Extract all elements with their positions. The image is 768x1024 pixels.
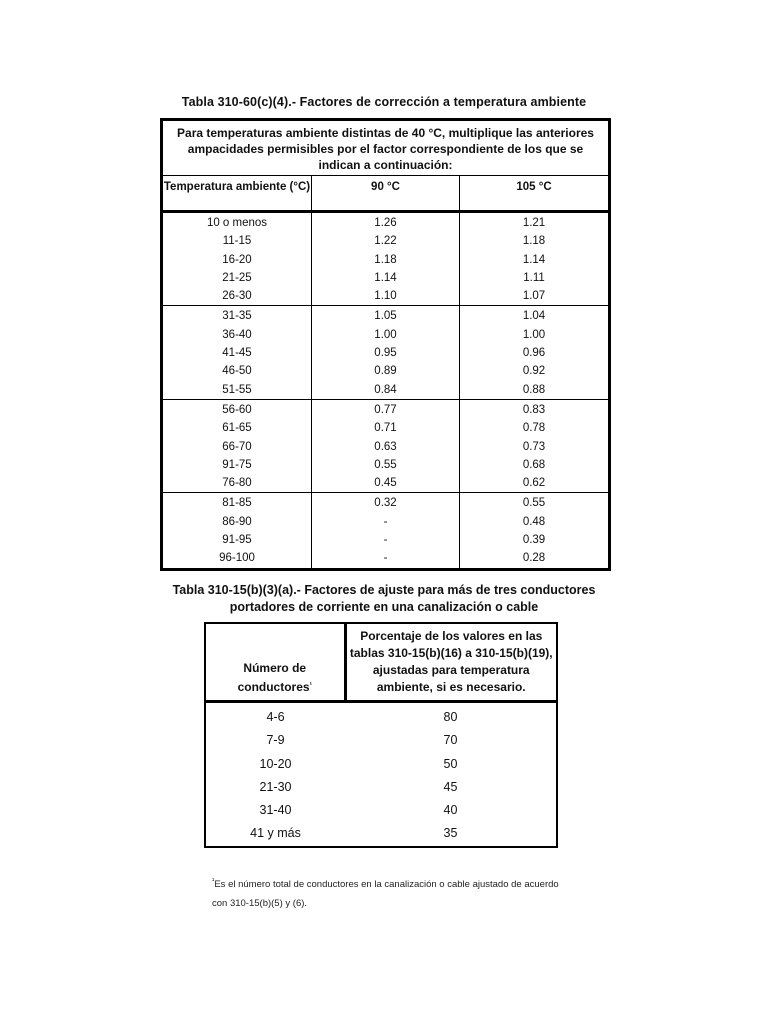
header-num-conductors <box>205 623 345 702</box>
table-row <box>205 776 557 799</box>
conductors-cell: 21-30 <box>259 779 292 794</box>
factor-90-cell: 0.95 <box>312 344 460 362</box>
conductors-cell: 41 y más <box>250 826 301 841</box>
percentage-cell: 35 <box>443 826 458 841</box>
header-percentage: Porcentaje de los valores en las tablas 310-15(b)(16) a 310-15(b)(19), ajustadas para temperatura ambiente, si es necesario. <box>345 623 557 702</box>
factor-90-cell: 0.89 <box>312 362 460 380</box>
table1-body <box>162 212 610 570</box>
temperature-cell: 26-30 <box>162 287 312 306</box>
table-row <box>205 822 557 846</box>
conductors-cell: 7-9 <box>266 733 285 748</box>
header-105c: 105 °C <box>460 176 610 212</box>
table-row <box>162 438 610 456</box>
percentage-cell: 70 <box>443 733 458 748</box>
temperature-cell: 66-70 <box>222 440 252 453</box>
table-row <box>205 702 557 730</box>
temperature-cell: 21-25 <box>222 271 252 284</box>
factor-105-cell: 0.48 <box>460 513 610 531</box>
percentage-cell: 80 <box>443 710 458 724</box>
table-row <box>162 287 610 306</box>
temperature-cell: 46-50 <box>222 365 252 378</box>
factor-105-cell: 1.21 <box>460 212 610 233</box>
table2-body <box>205 702 557 847</box>
footnote <box>212 872 562 913</box>
table-row <box>162 531 610 549</box>
factor-105-cell: 0.68 <box>460 456 610 474</box>
table-row <box>162 362 610 380</box>
table-row <box>205 799 557 822</box>
conductors-cell: 31-40 <box>259 803 292 818</box>
table2-title-line1: Tabla 310-15(b)(3)(a).- Factores de ajuste para más de tres conductores <box>172 583 596 597</box>
factor-105-cell: 0.28 <box>460 549 610 569</box>
table1-header-row <box>162 176 610 212</box>
factor-105-cell: 0.39 <box>460 531 610 549</box>
table-row <box>162 456 610 474</box>
temperature-cell: 56-60 <box>222 403 252 416</box>
percentage-cell: 45 <box>443 779 458 794</box>
table-row <box>162 232 610 250</box>
factor-90-cell: 1.26 <box>312 212 460 233</box>
temperature-cell: 76-80 <box>162 474 312 493</box>
adjustment-factors-table <box>204 622 558 848</box>
factor-105-cell: 0.96 <box>460 344 610 362</box>
table-row <box>162 326 610 344</box>
table-row <box>162 513 610 531</box>
factor-105-cell: 1.14 <box>460 251 610 269</box>
temperature-cell: 36-40 <box>222 328 252 341</box>
temperature-cell: 91-75 <box>222 458 252 471</box>
temperature-cell: 31-35 <box>222 310 252 323</box>
table2-title-line2: portadores de corriente en una canalización o cable <box>229 600 539 614</box>
footnote-note-mark: ¹ <box>212 878 215 885</box>
factor-90-cell: 1.10 <box>312 287 460 306</box>
conductors-cell: 10-20 <box>259 756 292 771</box>
table-row <box>162 493 610 513</box>
table-row <box>162 212 610 233</box>
factor-90-cell: 1.05 <box>312 306 460 326</box>
table1-intro: Para temperaturas ambiente distintas de 40 °C, multiplique las anteriores ampacidades permisibles por el factor correspondiente de los que se indican a continuación: <box>162 120 610 176</box>
factor-90-cell: - <box>312 513 460 531</box>
factor-105-cell: 0.88 <box>460 381 610 400</box>
factor-90-cell: 1.00 <box>312 326 460 344</box>
temperature-cell: 81-85 <box>222 497 252 510</box>
factor-105-cell: 0.78 <box>460 419 610 437</box>
factor-105-cell: 0.62 <box>460 474 610 493</box>
table1-title: Tabla 310-60(c)(4).- Factores de corrección a temperatura ambiente <box>181 95 587 109</box>
temperature-cell: 91-95 <box>222 534 252 547</box>
header-90c: 90 °C <box>312 176 460 212</box>
table-row <box>205 753 557 776</box>
factor-90-cell: 1.14 <box>312 269 460 287</box>
factor-90-cell: - <box>312 549 460 569</box>
factor-90-cell: 1.18 <box>312 251 460 269</box>
table-row <box>162 344 610 362</box>
temperature-cell: 41-45 <box>222 347 252 360</box>
table-row <box>162 306 610 326</box>
factor-105-cell: 0.92 <box>460 362 610 380</box>
factor-90-cell: 0.32 <box>312 493 460 513</box>
temperature-cell: 86-90 <box>222 515 252 528</box>
factor-105-cell: 0.83 <box>460 399 610 419</box>
table2-title <box>0 582 768 616</box>
table2-header-row <box>205 623 557 702</box>
temperature-cell: 10 o menos <box>206 217 268 229</box>
factor-105-cell: 1.04 <box>460 306 610 326</box>
footnote-text: Es el número total de conductores en la canalización o cable ajustado de acuerdo con 310-15(b)(5) y (6). <box>212 879 559 909</box>
table-row <box>162 399 610 419</box>
temperature-cell: 61-65 <box>222 422 252 435</box>
temperature-correction-table <box>160 118 611 571</box>
table-row <box>162 419 610 437</box>
factor-105-cell: 0.73 <box>460 438 610 456</box>
table-row <box>205 729 557 752</box>
factor-90-cell: 0.77 <box>312 399 460 419</box>
table-row <box>162 474 610 493</box>
factor-90-cell: 0.63 <box>312 438 460 456</box>
factor-90-cell: - <box>312 531 460 549</box>
table-row <box>162 251 610 269</box>
percentage-cell: 40 <box>443 803 458 818</box>
header-num-conductors-text: Número de conductores <box>237 661 310 694</box>
factor-105-cell: 1.07 <box>460 287 610 306</box>
factor-90-cell: 0.71 <box>312 419 460 437</box>
conductors-cell: 4-6 <box>266 710 285 724</box>
factor-90-cell: 0.45 <box>312 474 460 493</box>
factor-90-cell: 0.84 <box>312 381 460 400</box>
table-row <box>162 549 610 569</box>
factor-90-cell: 1.22 <box>312 232 460 250</box>
footnote-mark: ¹ <box>309 682 312 689</box>
percentage-cell: 50 <box>443 756 458 771</box>
factor-105-cell: 0.55 <box>460 493 610 513</box>
temperature-cell: 11-15 <box>222 235 252 248</box>
temperature-cell: 16-20 <box>222 253 252 266</box>
table-row <box>162 269 610 287</box>
temperature-cell: 51-55 <box>162 381 312 400</box>
temperature-cell: 96-100 <box>219 552 255 565</box>
factor-105-cell: 1.11 <box>460 269 610 287</box>
factor-105-cell: 1.18 <box>460 232 610 250</box>
factor-90-cell: 0.55 <box>312 456 460 474</box>
factor-105-cell: 1.00 <box>460 326 610 344</box>
table-row <box>162 381 610 400</box>
header-temperature: Temperatura ambiente (°C) <box>162 176 312 212</box>
